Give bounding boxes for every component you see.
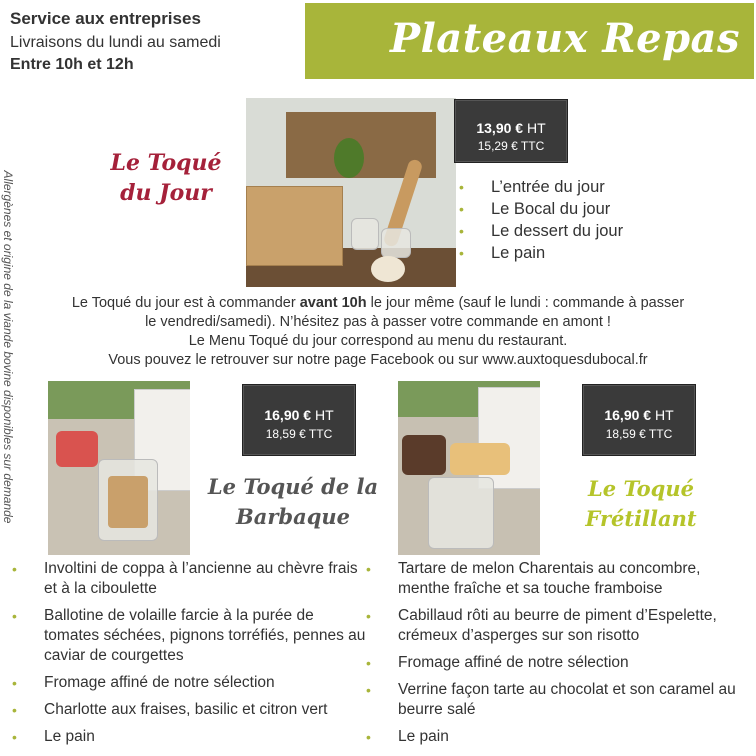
- order-info-line3: Le Menu Toqué du jour correspond au menu du restaurant.: [188, 333, 568, 349]
- title-banner: [305, 3, 754, 79]
- menu2-items: [8, 559, 368, 747]
- menu1-title: [96, 148, 236, 208]
- bullet-icon: •: [366, 729, 371, 745]
- menu1-items: [455, 176, 623, 264]
- order-info: [8, 294, 748, 370]
- menu3-price-ht: 16,90 €: [604, 407, 652, 423]
- header-delivery-days: Livraisons du lundi au samedi: [10, 34, 221, 51]
- dessert-cup: [56, 431, 98, 467]
- food: [108, 476, 148, 528]
- jar: [351, 218, 379, 250]
- menu1-price-ht: 13,90 €: [476, 120, 524, 136]
- dessert-cup: [371, 256, 405, 282]
- plant: [334, 138, 364, 178]
- menu2-price-board: [242, 384, 356, 456]
- list-item: • Ballotine de volaille farcie à la purée de tomates séchées, pignons torréfiés, pennes au caviar de courgettes: [12, 607, 366, 664]
- list-item: • Le dessert du jour: [459, 222, 624, 240]
- list-item: • Fromage affiné de notre sélection: [12, 674, 275, 691]
- menu2-photo: [48, 381, 190, 555]
- menu1-price-ht-suffix: HT: [526, 120, 546, 136]
- bullet-icon: •: [459, 223, 464, 239]
- list-item: • Le pain: [12, 728, 95, 745]
- menu1-price-ttc: 15,29 € TTC: [477, 139, 545, 153]
- bullet-icon: •: [459, 179, 464, 195]
- list-item: • Fromage affiné de notre sélection: [366, 654, 629, 671]
- bullet-icon: •: [459, 245, 464, 261]
- banner-title: Plateaux Repas: [390, 15, 740, 62]
- dessert-cup: [402, 435, 446, 475]
- menu3-photo: [398, 381, 540, 555]
- header-service-title: Service aux entreprises: [10, 9, 201, 28]
- bullet-icon: •: [366, 682, 371, 698]
- menu1-price-board: [454, 99, 568, 163]
- menu2-price-ht-suffix: HT: [314, 407, 334, 423]
- list-item: • Verrine façon tarte au chocolat et son caramel au beurre salé: [366, 681, 736, 718]
- meal-box: [246, 186, 343, 266]
- menu1-title-line1: Le Toqué: [110, 150, 222, 176]
- jar: [381, 228, 411, 258]
- menu3-title-line1: Le Toqué: [588, 476, 694, 501]
- jar: [428, 477, 494, 549]
- menu1-photo: [246, 98, 456, 287]
- menu2-title: [196, 472, 390, 532]
- bullet-icon: •: [366, 655, 371, 671]
- menu3-price-ht-suffix: HT: [654, 407, 674, 423]
- menu1-title-line2: du Jour: [120, 180, 212, 206]
- list-item: • Charlotte aux fraises, basilic et citron vert: [12, 701, 328, 718]
- bullet-icon: •: [12, 561, 17, 577]
- menu3-title: [566, 474, 716, 534]
- menu3-price-board: [582, 384, 696, 456]
- bullet-icon: •: [12, 729, 17, 745]
- order-info-line4: Vous pouvez le retrouver sur notre page Facebook ou sur www.auxtoquesdubocal.fr: [108, 352, 648, 368]
- food: [450, 443, 510, 475]
- bullet-icon: •: [12, 608, 17, 624]
- menu2-price-ttc: 18,59 € TTC: [265, 427, 333, 441]
- list-item: • L’entrée du jour: [459, 178, 605, 196]
- bullet-icon: •: [12, 702, 17, 718]
- list-item: • Tartare de melon Charentais au concombre, menthe fraîche et sa touche framboise: [366, 560, 701, 597]
- list-item: • Le pain: [459, 244, 546, 262]
- menu2-price-ht: 16,90 €: [264, 407, 312, 423]
- list-item: • Le pain: [366, 728, 449, 745]
- list-item: • Involtini de coppa à l’ancienne au chèvre frais et à la ciboulette: [12, 560, 358, 597]
- menu3-title-line2: Frétillant: [585, 506, 697, 531]
- header-delivery-hours: Entre 10h et 12h: [10, 56, 134, 73]
- allergen-note: Allergènes et origine de la viande bovine disponibles sur demande: [1, 170, 15, 524]
- list-item: • Le Bocal du jour: [459, 200, 611, 218]
- list-item: • Cabillaud rôti au beurre de piment d’Espelette, crémeux d’asperges sur son risotto: [366, 607, 717, 644]
- bullet-icon: •: [12, 675, 17, 691]
- order-info-line1: Le Toqué du jour est à commander avant 10h le jour même (sauf le lundi : commande à passer: [71, 295, 685, 311]
- menu2-title-line2: Barbaque: [235, 504, 351, 529]
- bullet-icon: •: [459, 201, 464, 217]
- bullet-icon: •: [366, 561, 371, 577]
- order-info-line2: le vendredi/samedi). N’hésitez pas à passer votre commande en amont !: [145, 314, 611, 330]
- bullet-icon: •: [366, 608, 371, 624]
- menu3-items: [362, 559, 752, 747]
- menu2-title-line1: Le Toqué de la: [207, 474, 379, 499]
- menu3-price-ttc: 18,59 € TTC: [605, 427, 673, 441]
